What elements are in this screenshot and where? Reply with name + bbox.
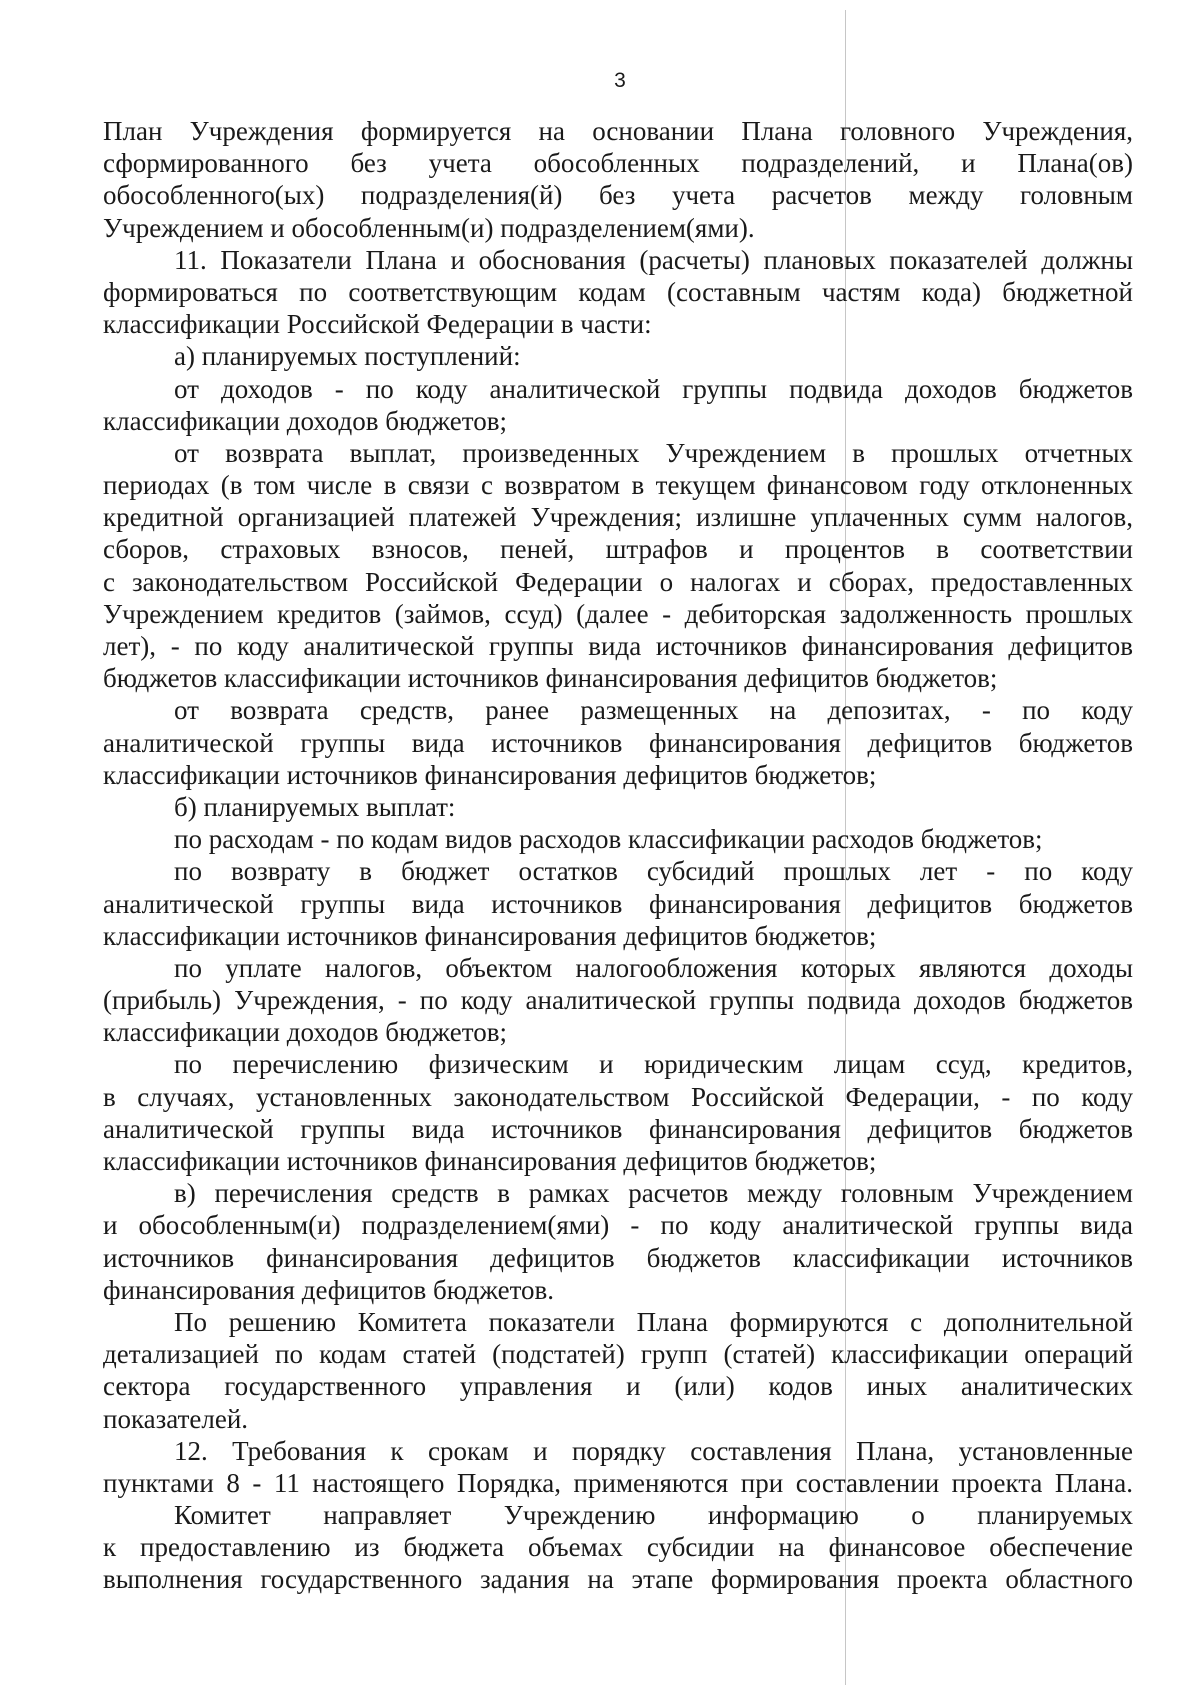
document-body-text xyxy=(103,115,1133,1596)
text-line: классификации источников финансирования дефицитов бюджетов; xyxy=(103,920,877,951)
text-line: от возврата выплат, произведенных Учреждением в прошлых отчетных xyxy=(174,437,1133,468)
text-line: Учреждением и обособленным(и) подразделением(ями). xyxy=(103,212,755,243)
text-line: классификации Российской Федерации в части: xyxy=(103,309,652,340)
text-line: Учреждением кредитов (займов, ссуд) (далее - дебиторская задолженность прошлых xyxy=(103,598,1133,629)
text-line: классификации доходов бюджетов; xyxy=(103,1017,507,1048)
text-line: бюджетов классификации источников финансирования дефицитов бюджетов; xyxy=(103,663,998,694)
text-line: по уплате налогов, объектом налогообложения которых являются доходы xyxy=(174,952,1133,983)
text-line: к предоставлению из бюджета объемах субсидии на финансовое обеспечение xyxy=(103,1532,1133,1563)
text-line: обособленного(ых) подразделения(й) без учета расчетов между головным xyxy=(103,180,1133,211)
text-line: Комитет направляет Учреждению информацию о планируемых xyxy=(174,1500,1133,1531)
text-line: по перечислению физическим и юридическим лицам ссуд, кредитов, xyxy=(174,1049,1133,1080)
text-line: по расходам - по кодам видов расходов классификации расходов бюджетов; xyxy=(174,824,1043,855)
page-number: 3 xyxy=(614,69,626,92)
text-line: по возврату в бюджет остатков субсидий прошлых лет - по коду xyxy=(174,856,1133,887)
text-line: классификации источников финансирования дефицитов бюджетов; xyxy=(103,1146,877,1176)
text-line: от возврата средств, ранее размещенных на депозитах, - по коду xyxy=(174,695,1133,726)
text-line: сформированного без учета обособленных подразделений, и Плана(ов) xyxy=(103,148,1133,179)
text-line: (прибыль) Учреждения, - по коду аналитической группы подвида доходов бюджетов xyxy=(103,985,1133,1016)
text-line: выполнения государственного задания на этапе формирования проекта областного xyxy=(103,1564,1133,1595)
text-line: показателей. xyxy=(103,1403,249,1434)
text-line: пунктами 8 - 11 настоящего Порядка, применяются при составлении проекта Плана. xyxy=(103,1467,1133,1498)
text-line: с законодательством Российской Федерации о налогах и сборах, предоставленных xyxy=(103,566,1133,597)
text-line: По решению Комитета показатели Плана формируются с дополнительной xyxy=(174,1306,1133,1337)
text-line: План Учреждения формируется на основании Плана головного Учреждения, xyxy=(103,116,1133,146)
text-line: классификации доходов бюджетов; xyxy=(103,405,507,436)
text-line: классификации источников финансирования дефицитов бюджетов; xyxy=(103,759,877,790)
text-line: детализацией по кодам статей (подстатей) групп (статей) классификации операций xyxy=(103,1339,1133,1370)
text-line: б) планируемых выплат: xyxy=(174,791,456,822)
text-line: аналитической группы вида источников финансирования дефицитов бюджетов xyxy=(103,888,1133,919)
text-line: 12. Требования к срокам и порядку составления Плана, установленные xyxy=(174,1435,1133,1466)
text-line: формироваться по соответствующим кодам (составным частям кода) бюджетной xyxy=(103,276,1133,307)
text-line: периодах (в том числе в связи с возвратом в текущем финансовом году отклоненных xyxy=(103,470,1133,501)
text-line: в случаях, установленных законодательством Российской Федерации, - по коду xyxy=(103,1081,1133,1112)
text-line: сборов, страховых взносов, пеней, штрафов и процентов в соответствии xyxy=(103,534,1133,565)
text-line: лет), - по коду аналитической группы вида источников финансирования дефицитов xyxy=(103,631,1133,661)
text-line: аналитической группы вида источников финансирования дефицитов бюджетов xyxy=(103,1113,1133,1144)
text-line: кредитной организацией платежей Учреждения; излишне уплаченных сумм налогов, xyxy=(103,502,1133,533)
text-line: источников финансирования дефицитов бюджетов классификации источников xyxy=(103,1242,1133,1273)
text-line: аналитической группы вида источников финансирования дефицитов бюджетов xyxy=(103,727,1133,758)
text-line: от доходов - по коду аналитической группы подвида доходов бюджетов xyxy=(174,373,1133,404)
text-line: а) планируемых поступлений: xyxy=(174,341,521,372)
text-line: 11. Показатели Плана и обоснования (расчеты) плановых показателей должны xyxy=(174,244,1133,275)
text-line: финансирования дефицитов бюджетов. xyxy=(103,1274,555,1305)
text-line: сектора государственного управления и (или) кодов иных аналитических xyxy=(103,1371,1133,1402)
text-line: и обособленным(и) подразделением(ями) - по коду аналитической группы вида xyxy=(103,1210,1133,1241)
text-line: в) перечисления средств в рамках расчетов между головным Учреждением xyxy=(174,1178,1133,1209)
